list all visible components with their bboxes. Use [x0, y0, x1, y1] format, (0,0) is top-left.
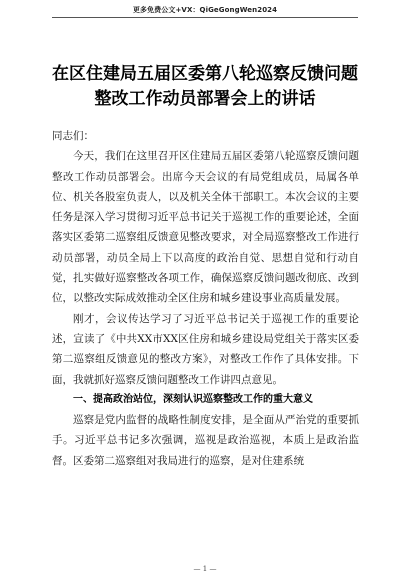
- document-body: [52, 126, 359, 471]
- header-divider: [52, 17, 358, 18]
- title-line-1: 在区住建局五届区委第八轮巡察反馈问题: [52, 64, 358, 84]
- document-title: [40, 62, 370, 112]
- page-number: — 1 —: [193, 565, 217, 573]
- paragraph-2: 刚才，会议传达学习了习近平总书记关于巡视工作的重要论述，宣读了《中共XX市XX区住房和城乡建设局党组关于落实区委第二巡察组反馈意见的整改方案》，对整改工作作了具体安排。下面，我就抓好巡察反馈问题整改工作讲四点意见。: [52, 312, 359, 386]
- title-line-2: 整改工作动员部署会上的讲话: [94, 89, 316, 109]
- header-note: 更多免费公文+VX：QiGeGongWen2024: [132, 6, 278, 14]
- salutation: 同志们：: [52, 130, 94, 142]
- paragraph-3: 巡察是党内监督的战略性制度安排，是全面从严治党的重要抓手。习近平总书记多次强调，巡视是政治巡视，本质上是政治监督。区委第二巡察组对我局进行的巡察，是对住建系统: [52, 414, 359, 467]
- section-heading-1: 一、提高政治站位，深刻认识巡察整改工作的重大意义: [73, 393, 313, 405]
- paragraph-1: 今天，我们在这里召开区住建局五届区委第八轮巡察反馈问题整改工作动员部署会。出席今天会议的有局党组成员，局属各单位、机关各股室负责人，以及机关全体干部职工。本次会议的主要任务是深入学习贯彻习近平总书记关于巡视工作的重要论述，全面落实区委第二巡察组反馈意见整改要求，对全局巡察整改工作进行动员部署，动员全局上下以高度的政治自觉、思想自觉和行动自觉，扎实做好巡察整改各项工作，确保巡察反馈问题改彻底、改到位，以整改实际成效推动全区住房和城乡建设事业高质量发展。: [52, 150, 359, 305]
